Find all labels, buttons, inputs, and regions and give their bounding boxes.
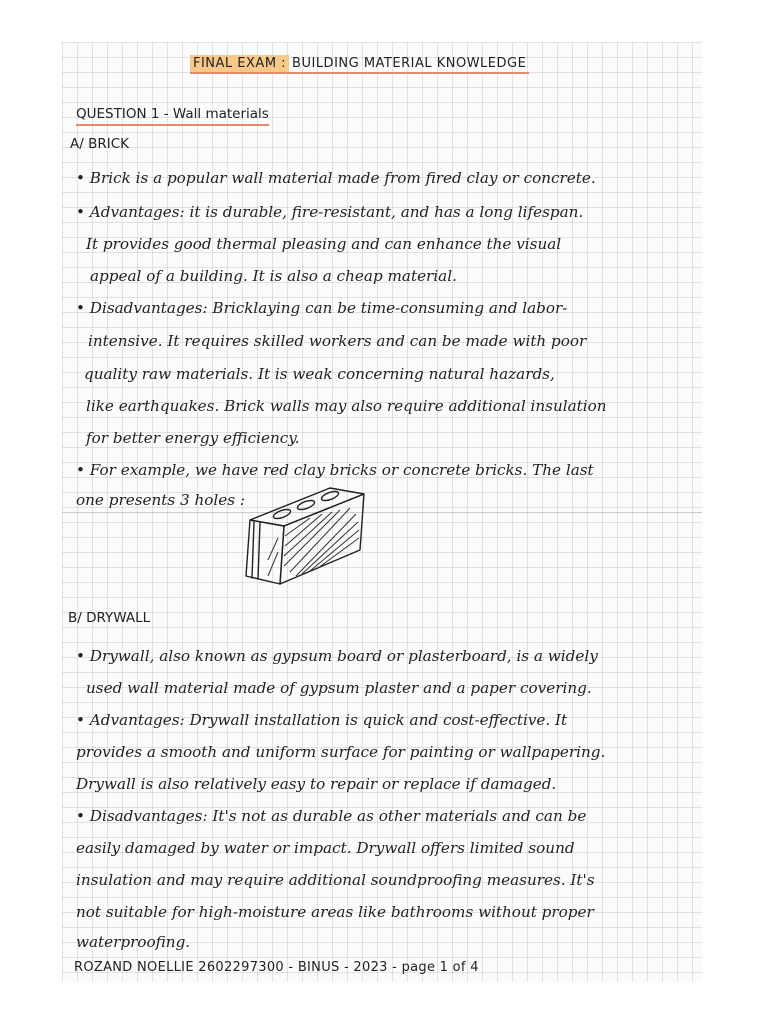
brick-line: appeal of a building. It is also a cheap material. (90, 267, 457, 285)
title-highlight: FINAL EXAM : (190, 55, 289, 74)
drywall-line: • Drywall, also known as gypsum board or plasterboard, is a widely (76, 647, 598, 665)
drywall-line: provides a smooth and uniform surface for painting or wallpapering. (76, 743, 606, 761)
brick-line: • Disadvantages: Bricklaying can be time-consuming and labor- (76, 299, 568, 317)
brick-line: • Advantages: it is durable, fire-resistant, and has a long lifespan. (76, 203, 584, 221)
brick-line: intensive. It requires skilled workers and can be made with poor (88, 332, 587, 350)
drywall-line: used wall material made of gypsum plaster and a paper covering. (86, 679, 592, 697)
question-heading: QUESTION 1 - Wall materials (76, 106, 269, 126)
section-heading-drywall: B/ DRYWALL (68, 610, 151, 626)
drywall-line: • Advantages: Drywall installation is quick and cost-effective. It (76, 711, 568, 729)
drywall-line: Drywall is also relatively easy to repair or replace if damaged. (76, 775, 557, 793)
concrete-brick-sketch-icon (240, 480, 370, 588)
ruled-divider (62, 512, 702, 513)
drywall-line: not suitable for high-moisture areas like bathrooms without proper (76, 903, 594, 921)
title-rest: BUILDING MATERIAL KNOWLEDGE (289, 55, 529, 74)
drywall-line: easily damaged by water or impact. Drywall offers limited sound (76, 839, 575, 857)
brick-line: one presents 3 holes : (76, 491, 245, 509)
drywall-line: • Disadvantages: It's not as durable as other materials and can be (76, 807, 587, 825)
page-footer: ROZAND NOELLIE 2602297300 - BINUS - 2023 - page 1 of 4 (74, 960, 479, 975)
brick-line: like earthquakes. Brick walls may also require additional insulation (86, 397, 607, 415)
brick-line: • Brick is a popular wall material made from fired clay or concrete. (76, 169, 596, 187)
notebook-page (62, 42, 702, 982)
brick-line: • For example, we have red clay bricks or concrete bricks. The last (76, 461, 594, 479)
brick-line: quality raw materials. It is weak concerning natural hazards, (84, 365, 555, 383)
brick-line: for better energy efficiency. (86, 429, 300, 447)
page-title (190, 56, 529, 71)
section-heading-brick: A/ BRICK (70, 136, 129, 152)
brick-line: It provides good thermal pleasing and can enhance the visual (86, 235, 562, 253)
drywall-line: insulation and may require additional soundproofing measures. It's (76, 871, 595, 889)
drywall-line: waterproofing. (76, 933, 191, 951)
